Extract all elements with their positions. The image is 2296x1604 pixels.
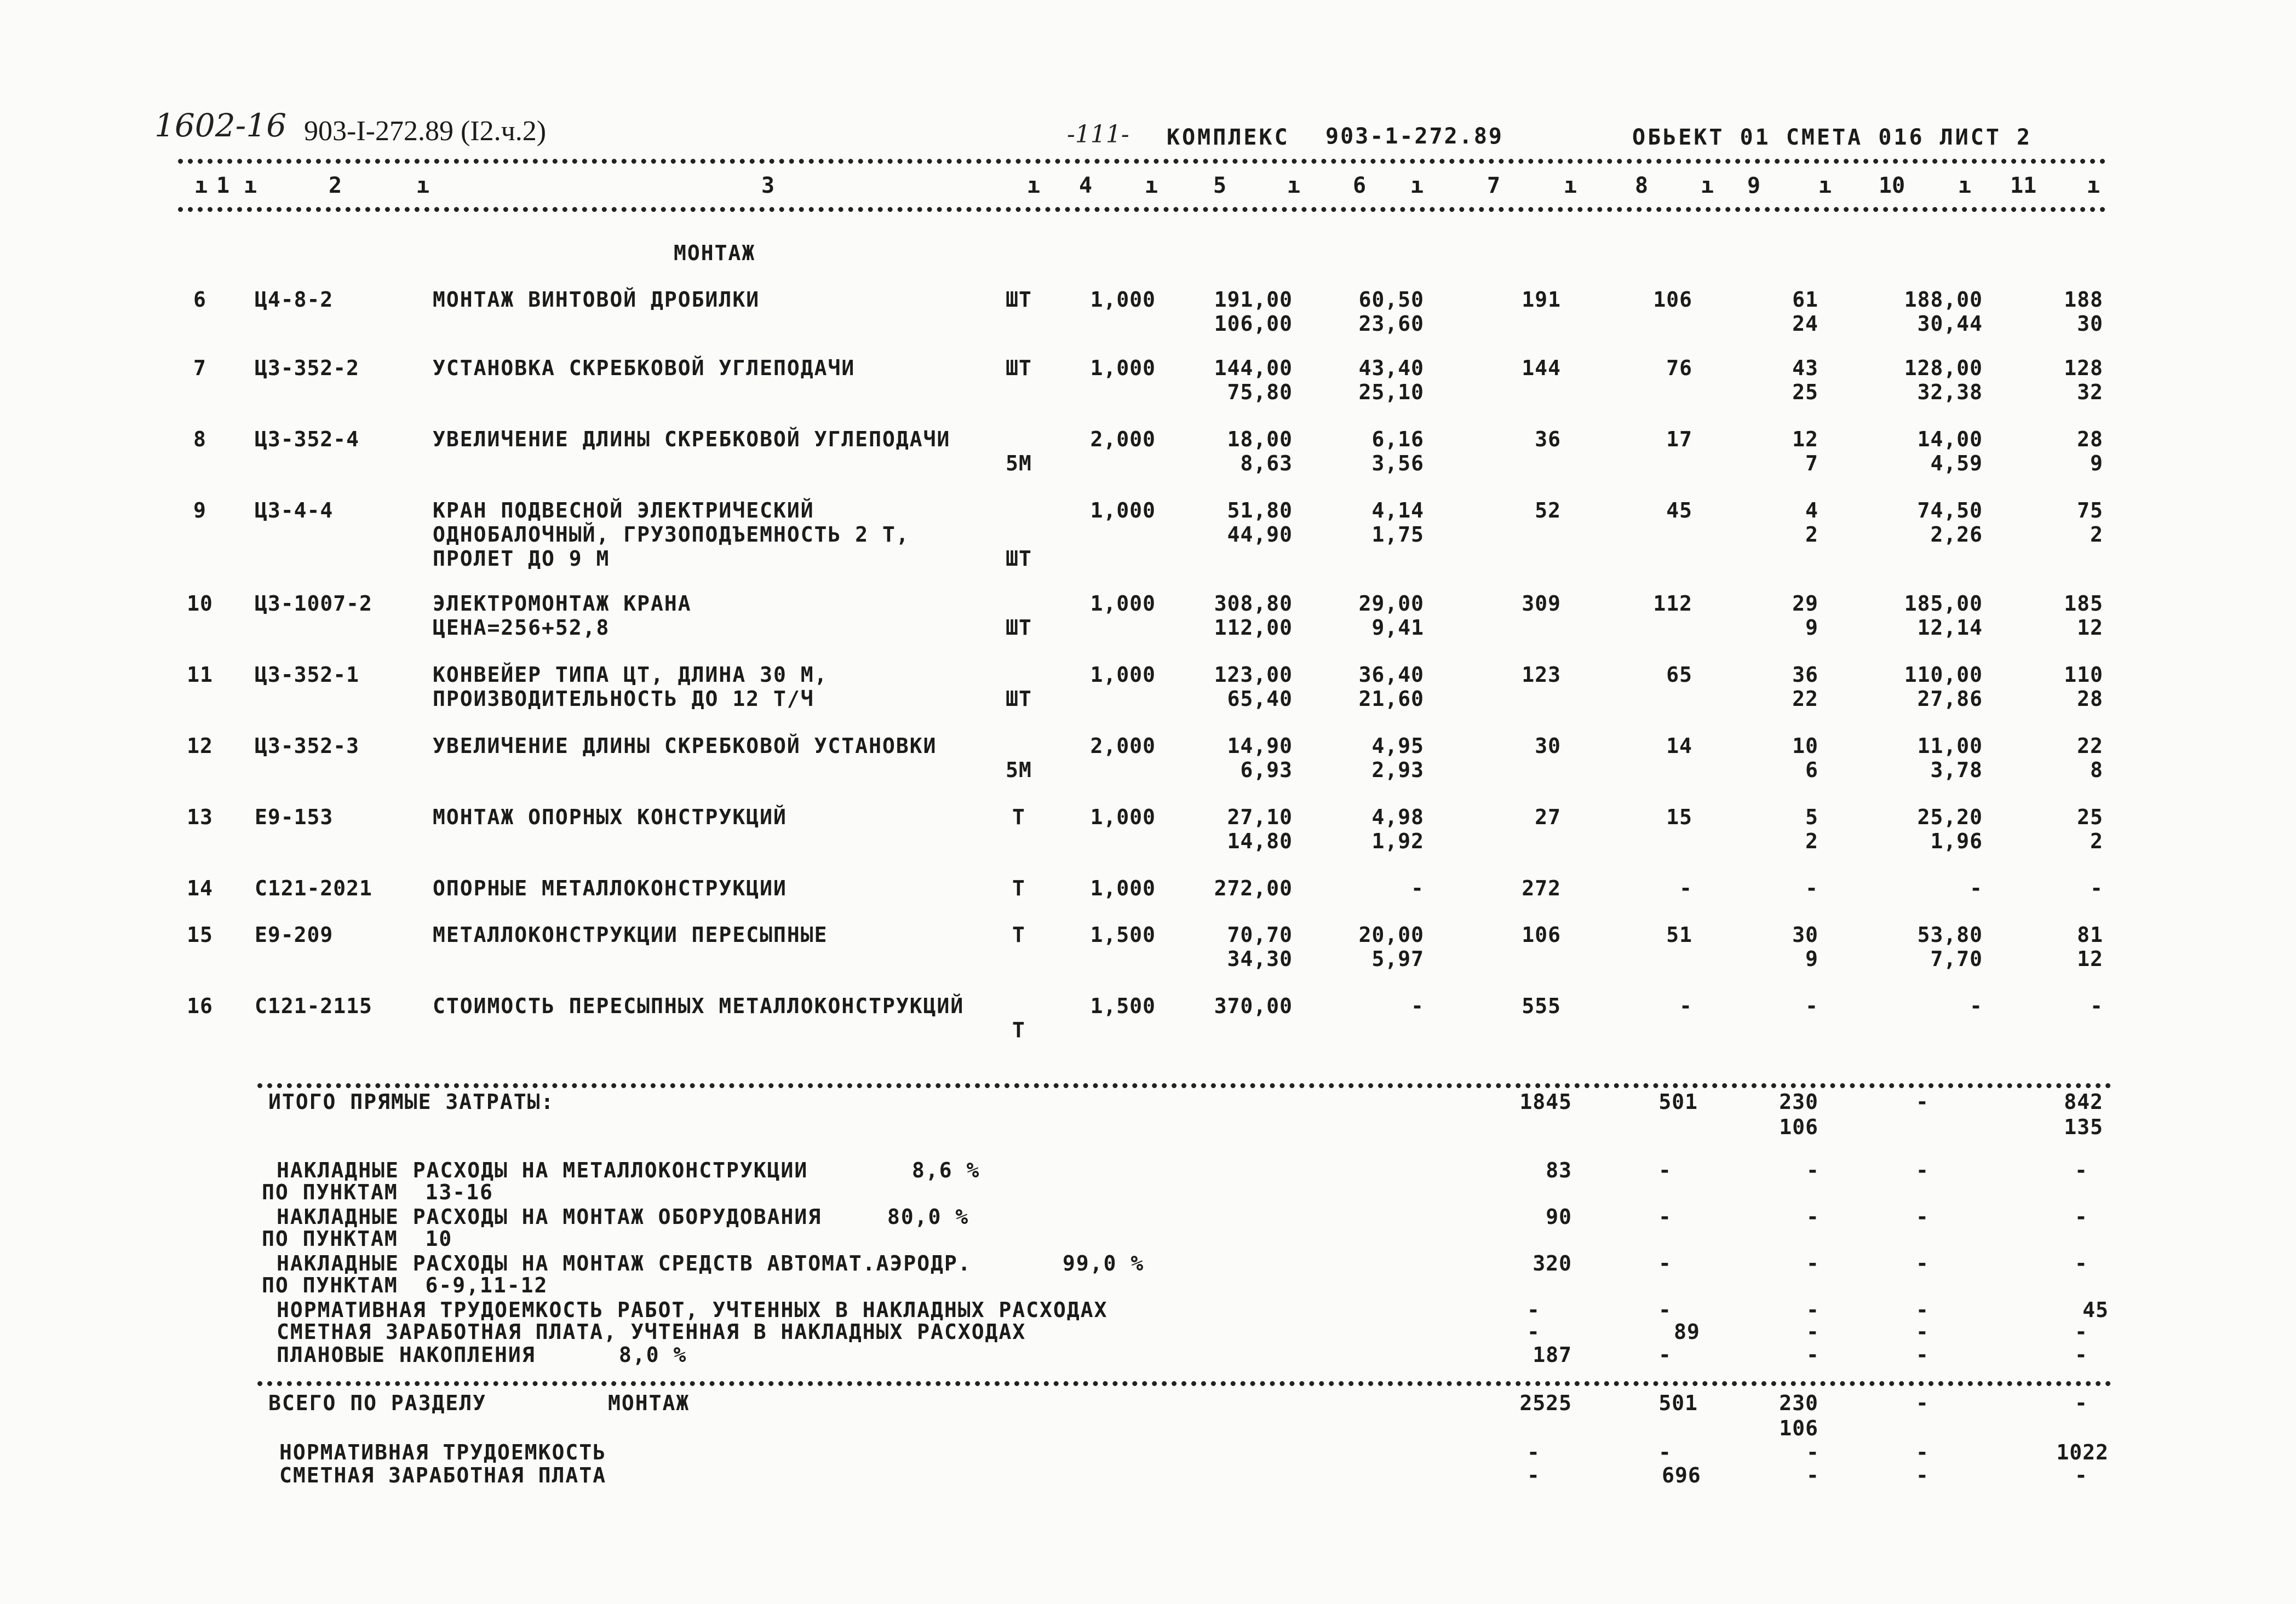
labor-in-overheads-label: НОРМАТИВНАЯ ТРУДОЕМКОСТЬ РАБОТ, УЧТЕННЫХ В НАКЛАДНЫХ РАСХОДАХ bbox=[277, 1298, 1108, 1322]
col10-value: 53,80 bbox=[1917, 923, 1983, 947]
unit: ШТ bbox=[1006, 288, 1032, 312]
quantity: 1,500 bbox=[1090, 994, 1156, 1018]
item-number: 10 bbox=[187, 591, 213, 616]
col6-value: 5,97 bbox=[1371, 947, 1424, 971]
item-number: 15 bbox=[187, 923, 213, 947]
price-code: Ц3-352-4 bbox=[255, 427, 360, 451]
overhead-c11: - bbox=[2075, 1158, 2088, 1182]
col7-value: 123 bbox=[1522, 663, 1561, 687]
planned-savings-label: ПЛАНОВЫЕ НАКОПЛЕНИЯ bbox=[277, 1343, 536, 1367]
overhead-c9: - bbox=[1806, 1205, 1819, 1229]
section-total-label: ВСЕГО ПО РАЗДЕЛУ bbox=[268, 1391, 487, 1415]
col10-value: 185,00 bbox=[1904, 591, 1983, 616]
overhead-percent: 99,0 % bbox=[1063, 1251, 1145, 1275]
column-number: 11 bbox=[2010, 173, 2037, 198]
overhead-label: НАКЛАДНЫЕ РАСХОДЫ НА МОНТАЖ СРЕДСТВ АВТОМАТ.АЭРОДР. bbox=[277, 1251, 972, 1275]
direct-costs-c8: 501 bbox=[1658, 1090, 1698, 1114]
col10-value: 128,00 bbox=[1904, 356, 1983, 380]
overhead-items: ПО ПУНКТАМ 6-9,11-12 bbox=[262, 1273, 548, 1297]
overhead-c7: 320 bbox=[1532, 1251, 1572, 1275]
object-info: ОБЬЕКТ 01 СМЕТА 016 ЛИСТ 2 bbox=[1632, 125, 2033, 150]
col7-value: 555 bbox=[1522, 994, 1561, 1018]
direct-costs-c7: 1845 bbox=[1519, 1090, 1572, 1114]
direct-costs-c9-1: 230 bbox=[1779, 1090, 1818, 1114]
col7-value: 36 bbox=[1535, 427, 1561, 451]
col9-value: 25 bbox=[1792, 380, 1818, 404]
col6-value: 1,92 bbox=[1371, 829, 1424, 853]
complex-label: КОМПЛЕКС bbox=[1167, 125, 1290, 150]
quantity: 2,000 bbox=[1090, 427, 1156, 451]
section-total-c10: - bbox=[1916, 1391, 1929, 1415]
overhead-c8: - bbox=[1658, 1158, 1672, 1182]
col9-value: 7 bbox=[1805, 451, 1818, 475]
col9-value: 5 bbox=[1805, 805, 1818, 829]
col5-value: 272,00 bbox=[1214, 876, 1293, 900]
col9-value: 10 bbox=[1792, 734, 1818, 758]
col10-value: 4,59 bbox=[1930, 451, 1983, 475]
col5-value: 70,70 bbox=[1227, 923, 1293, 947]
col7-value: 30 bbox=[1535, 734, 1561, 758]
col6-value: 4,98 bbox=[1371, 805, 1424, 829]
col11-value: 22 bbox=[2077, 734, 2103, 758]
column-separator: ı bbox=[1145, 173, 1158, 198]
col9-value: 22 bbox=[1792, 687, 1818, 711]
price-code: Ц3-352-2 bbox=[255, 356, 360, 380]
col8-value: 112 bbox=[1653, 591, 1692, 616]
wages-total-c10: - bbox=[1916, 1463, 1929, 1487]
col9-value: 2 bbox=[1805, 522, 1818, 547]
col7-value: 144 bbox=[1522, 356, 1561, 380]
col6-value: 9,41 bbox=[1371, 616, 1424, 640]
col6-value: 20,00 bbox=[1358, 923, 1424, 947]
col5-value: 14,90 bbox=[1227, 734, 1293, 758]
col9-value: 9 bbox=[1805, 616, 1818, 640]
wages-total-c7: - bbox=[1527, 1463, 1540, 1487]
col10-value: - bbox=[1970, 876, 1983, 900]
header-top-rule bbox=[178, 159, 2106, 164]
col8-value: 76 bbox=[1666, 356, 1692, 380]
col10-value: - bbox=[1970, 994, 1983, 1018]
column-separator: ı bbox=[1287, 173, 1301, 198]
column-separator: ı bbox=[1818, 173, 1832, 198]
col9-value: 61 bbox=[1792, 288, 1818, 312]
col10-value: 27,86 bbox=[1917, 687, 1983, 711]
col5-value: 191,00 bbox=[1214, 288, 1293, 312]
item-name: УСТАНОВКА СКРЕБКОВОЙ УГЛЕПОДАЧИ bbox=[433, 356, 856, 380]
labor-total-c8: - bbox=[1658, 1440, 1672, 1464]
col7-value: 52 bbox=[1535, 498, 1561, 522]
item-number: 13 bbox=[187, 805, 213, 829]
overhead-label: НАКЛАДНЫЕ РАСХОДЫ НА МЕТАЛЛОКОНСТРУКЦИИ bbox=[277, 1158, 808, 1182]
col6-value: 21,60 bbox=[1358, 687, 1424, 711]
planned-savings-c8: - bbox=[1658, 1343, 1672, 1367]
wages-total-c8: 696 bbox=[1662, 1463, 1701, 1487]
column-number: 1 bbox=[216, 173, 230, 198]
document-code: 903-I-272.89 (I2.ч.2) bbox=[304, 116, 547, 147]
col8-value: 51 bbox=[1666, 923, 1692, 947]
col11-value: 28 bbox=[2077, 427, 2103, 451]
overhead-c9: - bbox=[1806, 1251, 1819, 1275]
overhead-items: ПО ПУНКТАМ 10 bbox=[262, 1227, 453, 1251]
planned-savings-c11: - bbox=[2075, 1343, 2088, 1367]
item-name: КОНВЕЙЕР ТИПА ЦТ, ДЛИНА 30 М, bbox=[433, 663, 828, 687]
col6-value: 29,00 bbox=[1358, 591, 1424, 616]
column-number: 4 bbox=[1079, 173, 1093, 198]
totals-top-rule bbox=[257, 1083, 2111, 1088]
col11-value: 110 bbox=[2064, 663, 2103, 687]
col6-value: 23,60 bbox=[1358, 312, 1424, 336]
col7-value: 309 bbox=[1522, 591, 1561, 616]
overhead-c8: - bbox=[1658, 1205, 1672, 1229]
labor-total-c7: - bbox=[1527, 1440, 1540, 1464]
item-name: МОНТАЖ ВИНТОВОЙ ДРОБИЛКИ bbox=[433, 288, 760, 312]
item-name: УВЕЛИЧЕНИЕ ДЛИНЫ СКРЕБКОВОЙ УГЛЕПОДАЧИ bbox=[433, 427, 951, 451]
column-separator: ı bbox=[416, 173, 430, 198]
wages-in-overheads-label: СМЕТНАЯ ЗАРАБОТНАЯ ПЛАТА, УЧТЕННАЯ В НАКЛАДНЫХ РАСХОДАХ bbox=[277, 1320, 1026, 1344]
col10-value: 188,00 bbox=[1904, 288, 1983, 312]
column-separator: ı bbox=[1564, 173, 1577, 198]
col5-value: 6,93 bbox=[1240, 758, 1293, 782]
col5-value: 65,40 bbox=[1227, 687, 1293, 711]
section-total-c9-2: 106 bbox=[1779, 1416, 1818, 1440]
item-name: МОНТАЖ ОПОРНЫХ КОНСТРУКЦИЙ bbox=[433, 805, 787, 829]
unit: Т bbox=[1012, 1018, 1025, 1042]
col10-value: 11,00 bbox=[1917, 734, 1983, 758]
unit: ШТ bbox=[1006, 356, 1032, 380]
column-separator: ı bbox=[194, 173, 208, 198]
col9-value: 24 bbox=[1792, 312, 1818, 336]
col9-value: 6 bbox=[1805, 758, 1818, 782]
wages-in-overheads-c10: - bbox=[1916, 1320, 1929, 1344]
unit: 5М bbox=[1006, 451, 1032, 475]
col7-value: 27 bbox=[1535, 805, 1561, 829]
quantity: 1,000 bbox=[1090, 498, 1156, 522]
col8-value: 15 bbox=[1666, 805, 1692, 829]
col6-value: - bbox=[1411, 994, 1424, 1018]
col9-value: - bbox=[1805, 876, 1818, 900]
section-total-c7: 2525 bbox=[1519, 1391, 1572, 1415]
col7-value: 106 bbox=[1522, 923, 1561, 947]
col11-value: 28 bbox=[2077, 687, 2103, 711]
unit: ШТ bbox=[1006, 616, 1032, 640]
quantity: 1,500 bbox=[1090, 923, 1156, 947]
col11-value: - bbox=[2090, 994, 2103, 1018]
col10-value: 7,70 bbox=[1930, 947, 1983, 971]
col10-value: 32,38 bbox=[1917, 380, 1983, 404]
item-name: ПРОИЗВОДИТЕЛЬНОСТЬ ДО 12 Т/Ч bbox=[433, 687, 814, 711]
item-name: ПРОЛЕТ ДО 9 М bbox=[433, 547, 610, 571]
price-code: Ц3-4-4 bbox=[255, 498, 334, 522]
price-code: С121-2115 bbox=[255, 994, 372, 1018]
col11-value: 9 bbox=[2090, 451, 2103, 475]
col6-value: 3,56 bbox=[1371, 451, 1424, 475]
overhead-label: НАКЛАДНЫЕ РАСХОДЫ НА МОНТАЖ ОБОРУДОВАНИЯ bbox=[277, 1205, 822, 1229]
col6-value: 25,10 bbox=[1358, 380, 1424, 404]
page-marker: -111- bbox=[1067, 120, 1129, 148]
column-separator: ı bbox=[1701, 173, 1714, 198]
item-number: 8 bbox=[193, 427, 206, 451]
wages-total-c11: - bbox=[2075, 1463, 2088, 1487]
column-separator: ı bbox=[1410, 173, 1424, 198]
unit: Т bbox=[1012, 805, 1025, 829]
overhead-c10: - bbox=[1916, 1158, 1929, 1182]
col10-value: 30,44 bbox=[1917, 312, 1983, 336]
col5-value: 14,80 bbox=[1227, 829, 1293, 853]
quantity: 1,000 bbox=[1090, 663, 1156, 687]
col6-value: 36,40 bbox=[1358, 663, 1424, 687]
column-separator: ı bbox=[1958, 173, 1972, 198]
direct-costs-c11-2: 135 bbox=[2064, 1115, 2103, 1139]
col5-value: 44,90 bbox=[1227, 522, 1293, 547]
col6-value: 4,14 bbox=[1371, 498, 1424, 522]
col8-value: 14 bbox=[1666, 734, 1692, 758]
section-title: МОНТАЖ bbox=[674, 241, 756, 265]
labor-in-overheads-c9: - bbox=[1806, 1298, 1819, 1322]
col11-value: 32 bbox=[2077, 380, 2103, 404]
section-total-name: МОНТАЖ bbox=[608, 1391, 690, 1415]
col8-value: 17 bbox=[1666, 427, 1692, 451]
column-number: 8 bbox=[1635, 173, 1649, 198]
section-total-c8: 501 bbox=[1658, 1391, 1698, 1415]
price-code: Ц3-352-3 bbox=[255, 734, 360, 758]
col9-value: 12 bbox=[1792, 427, 1818, 451]
item-name: ЦЕНА=256+52,8 bbox=[433, 616, 610, 640]
col5-value: 112,00 bbox=[1214, 616, 1293, 640]
header-bottom-rule bbox=[178, 207, 2106, 212]
unit: Т bbox=[1012, 923, 1025, 947]
item-number: 11 bbox=[187, 663, 213, 687]
col5-value: 8,63 bbox=[1240, 451, 1293, 475]
col5-value: 51,80 bbox=[1227, 498, 1293, 522]
column-number: 9 bbox=[1747, 173, 1761, 198]
item-name: МЕТАЛЛОКОНСТРУКЦИИ ПЕРЕСЫПНЫЕ bbox=[433, 923, 828, 947]
item-name: УВЕЛИЧЕНИЕ ДЛИНЫ СКРЕБКОВОЙ УСТАНОВКИ bbox=[433, 734, 937, 758]
col7-value: 191 bbox=[1522, 288, 1561, 312]
quantity: 1,000 bbox=[1090, 805, 1156, 829]
direct-costs-c9-2: 106 bbox=[1779, 1115, 1818, 1139]
quantity: 1,000 bbox=[1090, 591, 1156, 616]
item-number: 7 bbox=[193, 356, 206, 380]
col11-value: 2 bbox=[2090, 522, 2103, 547]
col11-value: 8 bbox=[2090, 758, 2103, 782]
col9-value: - bbox=[1805, 994, 1818, 1018]
quantity: 2,000 bbox=[1090, 734, 1156, 758]
item-number: 16 bbox=[187, 994, 213, 1018]
labor-in-overheads-c8: - bbox=[1658, 1298, 1672, 1322]
column-number: 10 bbox=[1879, 173, 1905, 198]
col10-value: 1,96 bbox=[1930, 829, 1983, 853]
col8-value: 106 bbox=[1653, 288, 1692, 312]
planned-savings-c7: 187 bbox=[1532, 1343, 1572, 1367]
overhead-c7: 90 bbox=[1546, 1205, 1572, 1229]
direct-costs-c10: - bbox=[1916, 1090, 1929, 1114]
unit: Т bbox=[1012, 876, 1025, 900]
col11-value: 2 bbox=[2090, 829, 2103, 853]
direct-costs-c11-1: 842 bbox=[2064, 1090, 2103, 1114]
price-code: Ц3-352-1 bbox=[255, 663, 360, 687]
section-total-c11: - bbox=[2075, 1391, 2088, 1415]
item-name: КРАН ПОДВЕСНОЙ ЭЛЕКТРИЧЕСКИЙ bbox=[433, 498, 814, 522]
col10-value: 3,78 bbox=[1930, 758, 1983, 782]
col6-value: 2,93 bbox=[1371, 758, 1424, 782]
labor-in-overheads-c7: - bbox=[1527, 1298, 1540, 1322]
column-number: 6 bbox=[1353, 173, 1367, 198]
col10-value: 110,00 bbox=[1904, 663, 1983, 687]
col5-value: 308,80 bbox=[1214, 591, 1293, 616]
planned-savings-c10: - bbox=[1916, 1343, 1929, 1367]
col5-value: 27,10 bbox=[1227, 805, 1293, 829]
col11-value: 81 bbox=[2077, 923, 2103, 947]
labor-total-c11: 1022 bbox=[2056, 1440, 2109, 1464]
col10-value: 14,00 bbox=[1917, 427, 1983, 451]
col10-value: 2,26 bbox=[1930, 522, 1983, 547]
col9-value: 9 bbox=[1805, 947, 1818, 971]
overhead-c10: - bbox=[1916, 1251, 1929, 1275]
column-number: 3 bbox=[761, 173, 775, 198]
price-code: С121-2021 bbox=[255, 876, 372, 900]
column-number: 5 bbox=[1213, 173, 1227, 198]
labor-in-overheads-c10: - bbox=[1916, 1298, 1929, 1322]
col8-value: - bbox=[1679, 876, 1692, 900]
col5-value: 370,00 bbox=[1214, 994, 1293, 1018]
wages-in-overheads-c7: - bbox=[1527, 1320, 1540, 1344]
unit: ШТ bbox=[1006, 547, 1032, 571]
handwritten-number: 1602-16 bbox=[154, 107, 287, 144]
section-total-rule bbox=[257, 1381, 2111, 1386]
col6-value: 4,95 bbox=[1371, 734, 1424, 758]
price-code: Е9-153 bbox=[255, 805, 334, 829]
section-total-c9-1: 230 bbox=[1779, 1391, 1818, 1415]
column-number: 7 bbox=[1487, 173, 1501, 198]
col9-value: 29 bbox=[1792, 591, 1818, 616]
item-name: ЭЛЕКТРОМОНТАЖ КРАНА bbox=[433, 591, 692, 616]
col5-value: 106,00 bbox=[1214, 312, 1293, 336]
overhead-c7: 83 bbox=[1546, 1158, 1572, 1182]
price-code: Ц4-8-2 bbox=[255, 288, 334, 312]
overhead-c10: - bbox=[1916, 1205, 1929, 1229]
col11-value: 12 bbox=[2077, 616, 2103, 640]
item-number: 12 bbox=[187, 734, 213, 758]
col9-value: 36 bbox=[1792, 663, 1818, 687]
col11-value: 30 bbox=[2077, 312, 2103, 336]
overhead-c11: - bbox=[2075, 1251, 2088, 1275]
col6-value: 60,50 bbox=[1358, 288, 1424, 312]
item-name: ОДНОБАЛОЧНЫЙ, ГРУЗОПОДЪЕМНОСТЬ 2 Т, bbox=[433, 522, 910, 547]
col7-value: 272 bbox=[1522, 876, 1561, 900]
labor-total-c9: - bbox=[1806, 1440, 1819, 1464]
direct-costs-label: ИТОГО ПРЯМЫЕ ЗАТРАТЫ: bbox=[268, 1090, 555, 1114]
col11-value: 75 bbox=[2077, 498, 2103, 522]
col8-value: - bbox=[1679, 994, 1692, 1018]
col11-value: 185 bbox=[2064, 591, 2103, 616]
wages-total-label: СМЕТНАЯ ЗАРАБОТНАЯ ПЛАТА bbox=[279, 1463, 607, 1487]
col5-value: 123,00 bbox=[1214, 663, 1293, 687]
column-separator: ı bbox=[244, 173, 257, 198]
overhead-items: ПО ПУНКТАМ 13-16 bbox=[262, 1180, 493, 1204]
price-code: Е9-209 bbox=[255, 923, 334, 947]
item-name: СТОИМОСТЬ ПЕРЕСЫПНЫХ МЕТАЛЛОКОНСТРУКЦИЙ bbox=[433, 994, 965, 1018]
col8-value: 45 bbox=[1666, 498, 1692, 522]
planned-savings-pct: 8,0 % bbox=[619, 1343, 687, 1367]
col5-value: 18,00 bbox=[1227, 427, 1293, 451]
overhead-c11: - bbox=[2075, 1205, 2088, 1229]
labor-total-label: НОРМАТИВНАЯ ТРУДОЕМКОСТЬ bbox=[279, 1440, 607, 1464]
col6-value: - bbox=[1411, 876, 1424, 900]
complex-code: 903-1-272.89 bbox=[1325, 124, 1503, 149]
price-code: Ц3-1007-2 bbox=[255, 591, 372, 616]
col11-value: 188 bbox=[2064, 288, 2103, 312]
col6-value: 6,16 bbox=[1371, 427, 1424, 451]
col5-value: 75,80 bbox=[1227, 380, 1293, 404]
col11-value: - bbox=[2090, 876, 2103, 900]
quantity: 1,000 bbox=[1090, 288, 1156, 312]
col10-value: 74,50 bbox=[1917, 498, 1983, 522]
quantity: 1,000 bbox=[1090, 876, 1156, 900]
overhead-percent: 8,6 % bbox=[912, 1158, 980, 1182]
col5-value: 144,00 bbox=[1214, 356, 1293, 380]
planned-savings-c9: - bbox=[1806, 1343, 1819, 1367]
col9-value: 43 bbox=[1792, 356, 1818, 380]
item-number: 6 bbox=[193, 288, 206, 312]
col9-value: 2 bbox=[1805, 829, 1818, 853]
item-name: ОПОРНЫЕ МЕТАЛЛОКОНСТРУКЦИИ bbox=[433, 876, 787, 900]
labor-total-c10: - bbox=[1916, 1440, 1929, 1464]
col6-value: 1,75 bbox=[1371, 522, 1424, 547]
wages-in-overheads-c8: 89 bbox=[1674, 1320, 1700, 1344]
overhead-c8: - bbox=[1658, 1251, 1672, 1275]
quantity: 1,000 bbox=[1090, 356, 1156, 380]
col5-value: 34,30 bbox=[1227, 947, 1293, 971]
unit: 5М bbox=[1006, 758, 1032, 782]
col8-value: 65 bbox=[1666, 663, 1692, 687]
col9-value: 4 bbox=[1805, 498, 1818, 522]
unit: ШТ bbox=[1006, 687, 1032, 711]
col10-value: 12,14 bbox=[1917, 616, 1983, 640]
col10-value: 25,20 bbox=[1917, 805, 1983, 829]
labor-in-overheads-c11: 45 bbox=[2082, 1298, 2109, 1322]
col11-value: 128 bbox=[2064, 356, 2103, 380]
wages-in-overheads-c11: - bbox=[2075, 1320, 2088, 1344]
wages-in-overheads-c9: - bbox=[1806, 1320, 1819, 1344]
col11-value: 25 bbox=[2077, 805, 2103, 829]
overhead-c9: - bbox=[1806, 1158, 1819, 1182]
col11-value: 12 bbox=[2077, 947, 2103, 971]
col9-value: 30 bbox=[1792, 923, 1818, 947]
column-separator: ı bbox=[1027, 173, 1041, 198]
col6-value: 43,40 bbox=[1358, 356, 1424, 380]
item-number: 9 bbox=[193, 498, 206, 522]
item-number: 14 bbox=[187, 876, 213, 900]
column-number: 2 bbox=[329, 173, 342, 198]
overhead-percent: 80,0 % bbox=[887, 1205, 969, 1229]
column-separator: ı bbox=[2087, 173, 2100, 198]
wages-total-c9: - bbox=[1806, 1463, 1819, 1487]
